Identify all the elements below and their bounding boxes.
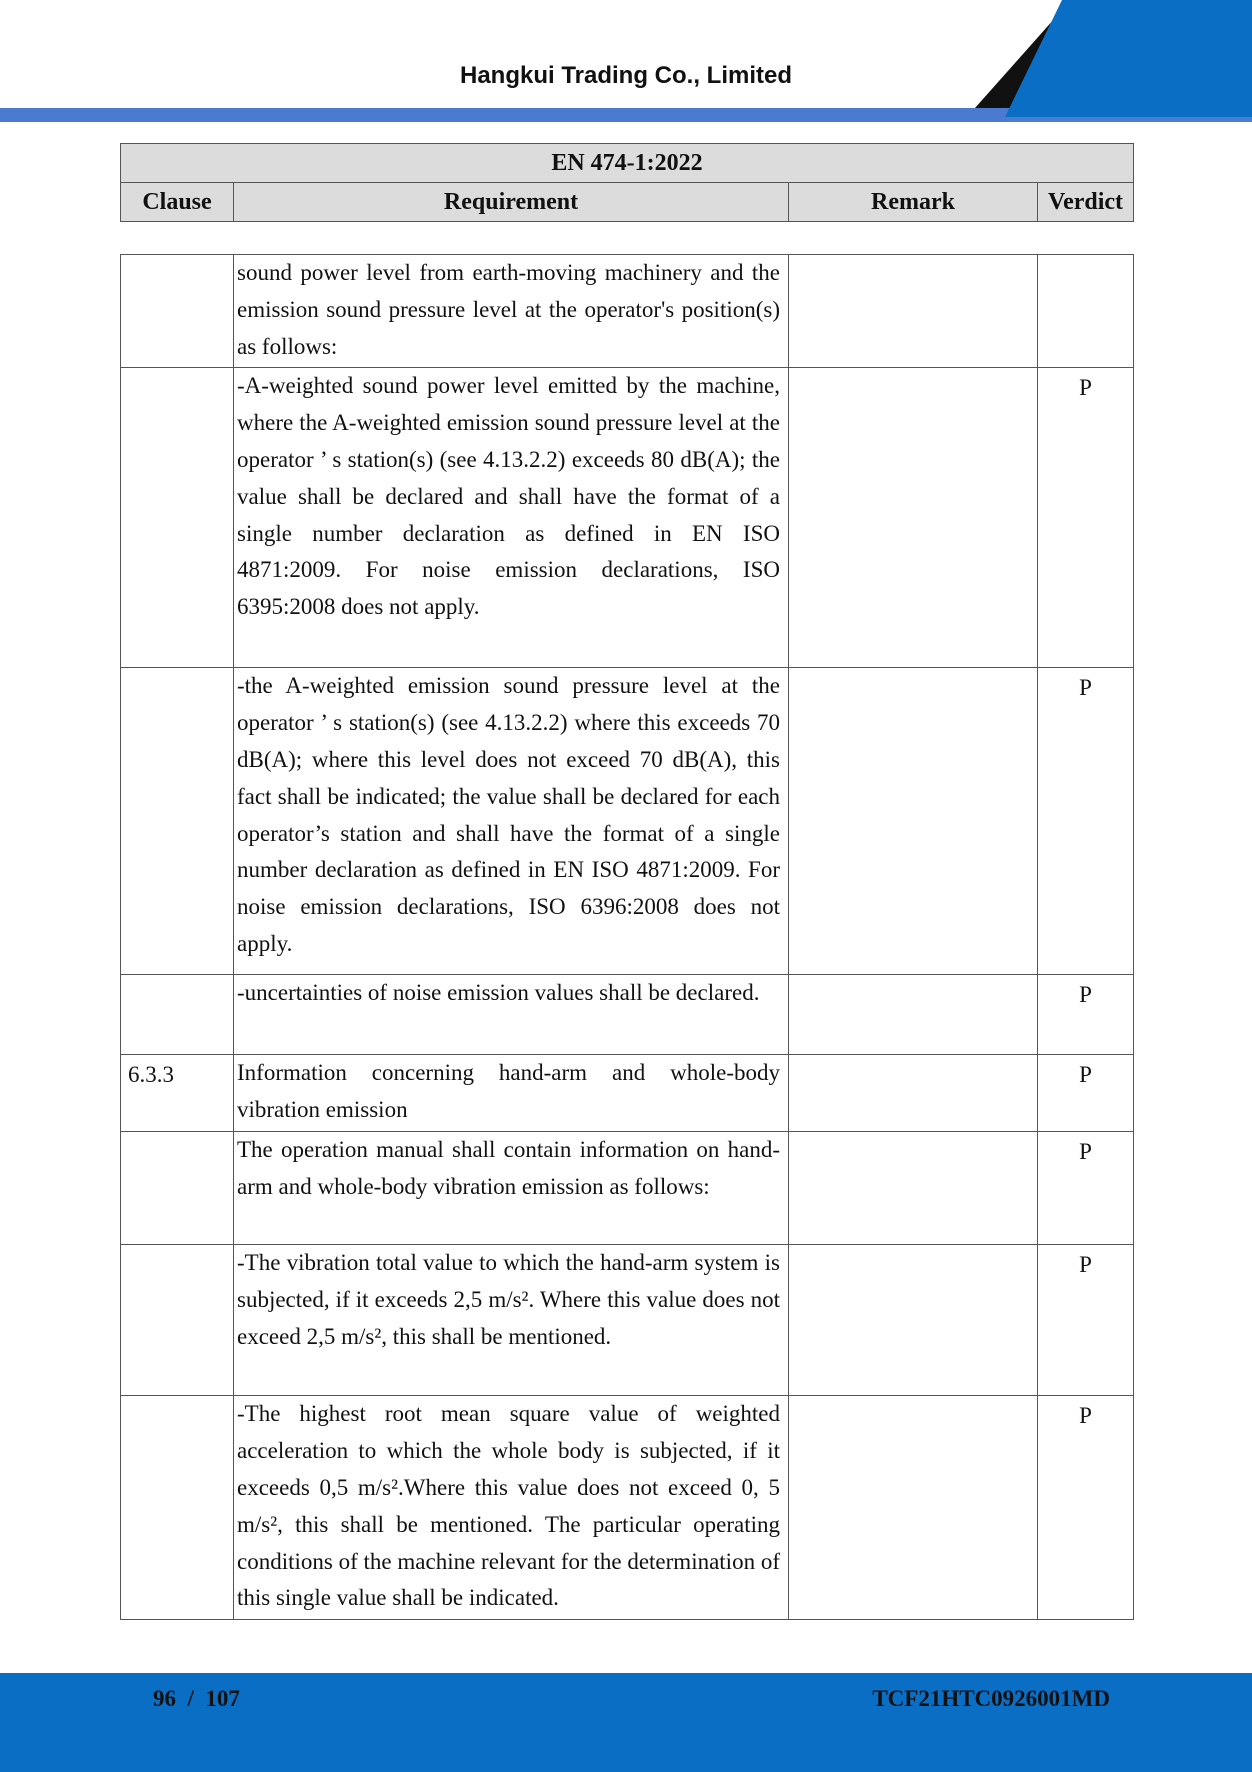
- table-row: [121, 368, 1134, 668]
- table-row: [121, 255, 1134, 368]
- table-row: [121, 668, 1134, 975]
- table-row: [121, 1396, 1134, 1620]
- clause-cell: [121, 1132, 234, 1245]
- clause-cell: [121, 1396, 234, 1620]
- header-logo-shape: [970, 0, 1252, 122]
- table-row: [121, 1055, 1134, 1132]
- report-number: TCF21HTC0926001MD: [872, 1686, 1110, 1711]
- remark-cell: [789, 1396, 1038, 1620]
- remark-cell: [789, 975, 1038, 1055]
- standard-header-table: [120, 143, 1134, 222]
- verdict-cell: [1038, 255, 1134, 368]
- requirement-cell: Information concerning hand-arm and whole-body vibration emission: [234, 1055, 789, 1132]
- requirement-cell: The operation manual shall contain information on hand-arm and whole-body vibration emission as follows:: [234, 1132, 789, 1245]
- requirements-table: [120, 254, 1134, 1620]
- verdict-cell: P: [1038, 975, 1134, 1055]
- table-row: [121, 1245, 1134, 1396]
- verdict-cell: P: [1038, 1245, 1134, 1396]
- verdict-cell: P: [1038, 1132, 1134, 1245]
- clause-cell: [121, 1245, 234, 1396]
- clause-cell: [121, 368, 234, 668]
- requirement-cell: -The highest root mean square value of weighted acceleration to which the whole body is subjected, if it exceeds 0,5 m/s².Where this value does not exceed 0, 5 m/s², this shall be mentioned. The particular operating conditions of the machine relevant for the determination of this single value shall be indicated.: [234, 1396, 789, 1620]
- remark-cell: [789, 1055, 1038, 1132]
- verdict-cell: P: [1038, 1396, 1134, 1620]
- requirement-cell: -uncertainties of noise emission values shall be declared.: [234, 975, 789, 1055]
- remark-cell: [789, 368, 1038, 668]
- clause-cell: [121, 668, 234, 975]
- remark-cell: [789, 255, 1038, 368]
- standard-title: EN 474-1:2022: [121, 144, 1134, 183]
- page-number: 96 / 107: [153, 1686, 240, 1711]
- requirement-cell: sound power level from earth-moving machinery and the emission sound pressure level at the operator's position(s) as follows:: [234, 255, 789, 368]
- clause-cell: [121, 975, 234, 1055]
- column-header-clause: Clause: [121, 183, 234, 222]
- remark-cell: [789, 668, 1038, 975]
- verdict-cell: P: [1038, 1055, 1134, 1132]
- table-row: [121, 975, 1134, 1055]
- remark-cell: [789, 1132, 1038, 1245]
- requirement-cell: -The vibration total value to which the hand-arm system is subjected, if it exceeds 2,5 m/s². Where this value does not exceed 2,5 m/s², this shall be mentioned.: [234, 1245, 789, 1396]
- requirement-cell: -A-weighted sound power level emitted by the machine, where the A-weighted emission sound pressure level at the operator ’ s station(s) (see 4.13.2.2) exceeds 80 dB(A); the value shall be declared and shall have the format of a single number declaration as defined in EN ISO 4871:2009. For noise emission declarations, ISO 6395:2008 does not apply.: [234, 368, 789, 668]
- clause-cell: 6.3.3: [121, 1055, 234, 1132]
- column-header-verdict: Verdict: [1038, 183, 1134, 222]
- remark-cell: [789, 1245, 1038, 1396]
- clause-cell: [121, 255, 234, 368]
- column-header-requirement: Requirement: [234, 183, 789, 222]
- company-name: Hangkui Trading Co., Limited: [459, 62, 792, 89]
- verdict-cell: P: [1038, 368, 1134, 668]
- table-row: [121, 1132, 1134, 1245]
- requirement-cell: -the A-weighted emission sound pressure level at the operator ’ s station(s) (see 4.13.2.2) where this exceeds 70 dB(A); where this level does not exceed 70 dB(A), this fact shall be indicated; the value shall be declared for each operator’s station and shall have the format of a single number declaration as defined in EN ISO 4871:2009. For noise emission declarations, ISO 6396:2008 does not apply.: [234, 668, 789, 975]
- column-header-remark: Remark: [789, 183, 1038, 222]
- verdict-cell: P: [1038, 668, 1134, 975]
